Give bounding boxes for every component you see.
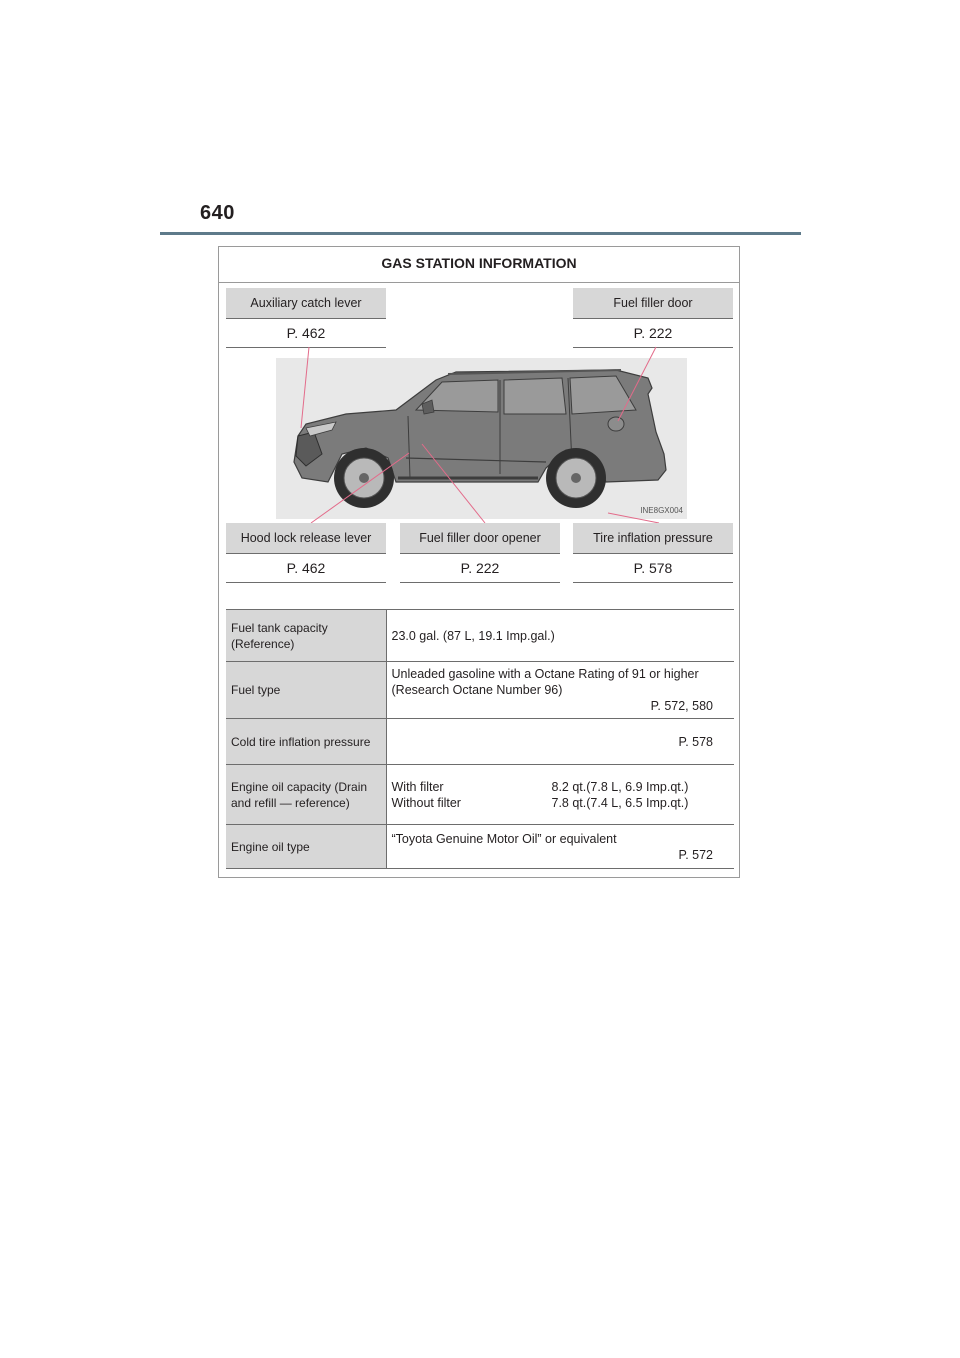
callout-label: Auxiliary catch lever [226,288,386,319]
callout-label: Tire inflation pressure [573,523,733,554]
spec-label-oil-capacity: Engine oil capacity (Drain and refill — reference) [226,765,386,825]
illustration-code: INE8GX004 [640,506,683,515]
spec-value-oil-capacity [386,765,734,825]
fuel-type-page-ref[interactable]: P. 572, 580 [650,699,713,713]
callout-label: Fuel filler door opener [400,523,560,554]
callout-page-ref[interactable]: P. 462 [226,554,386,583]
spec-value-fuel-type [386,662,734,719]
spec-value-oil-type [386,825,734,869]
callout-page-ref[interactable]: P. 462 [226,319,386,348]
spec-label-oil-type: Engine oil type [226,825,386,869]
panel-title: GAS STATION INFORMATION [219,247,739,283]
page-number: 640 [200,202,235,224]
callout-fuel-filler-door-opener [400,523,560,583]
callout-tire-inflation-pressure [573,523,733,583]
spec-table [226,609,734,869]
spec-label-tire-pressure: Cold tire inflation pressure [226,719,386,765]
callout-label: Fuel filler door [573,288,733,319]
callout-label: Hood lock release lever [226,523,386,554]
spec-label-fuel-tank: Fuel tank capacity (Reference) [226,610,386,662]
fuel-type-line1: Unleaded gasoline with a Octane Rating of 91 or higher [391,667,699,681]
callout-page-ref[interactable]: P. 222 [573,319,733,348]
spec-value-fuel-tank: 23.0 gal. (87 L, 19.1 Imp.gal.) [386,610,734,662]
oil-type-text: “Toyota Genuine Motor Oil” or equivalent [391,831,617,846]
table-row [226,825,734,869]
table-row [226,662,734,719]
oil-type-page-ref[interactable]: P. 572 [678,847,713,862]
spec-label-fuel-type: Fuel type [226,662,386,719]
gas-station-info-panel [218,246,740,878]
oil-with-filter-label: With filter [391,779,444,794]
table-row [226,765,734,825]
oil-without-filter-value: 7.8 qt.(7.4 L, 6.5 Imp.qt.) [551,795,689,810]
callout-hood-lock-release-lever [226,523,386,583]
callout-page-ref[interactable]: P. 222 [400,554,560,583]
header-rule [160,232,801,235]
fuel-type-line2: (Research Octane Number 96) [391,683,563,697]
callout-page-ref[interactable]: P. 578 [573,554,733,583]
spec-value-tire-pressure-ref[interactable]: P. 578 [386,719,734,765]
table-row [226,610,734,662]
table-row [226,719,734,765]
oil-without-filter-label: Without filter [391,795,461,810]
oil-with-filter-value: 8.2 qt.(7.8 L, 6.9 Imp.qt.) [551,779,689,794]
